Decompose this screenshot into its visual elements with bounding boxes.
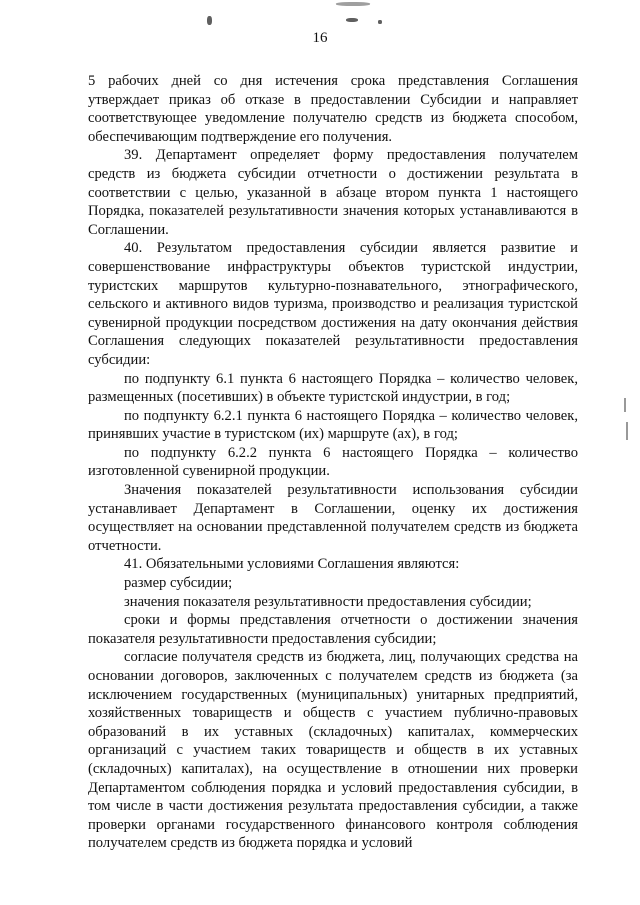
scan-artifact: [336, 2, 370, 6]
condition-subsidy-size: размер субсидии;: [124, 575, 233, 592]
scan-artifact: [626, 422, 628, 440]
scan-artifact: [624, 398, 626, 412]
condition-indicator-value: значения показателя результативности предоставления субсидии;: [124, 593, 532, 610]
paragraph-indicator-values: Значения показателей результативности использования субсидии устанавливает Департамент в Соглашении, оценку их достижения осуществляет на основании представленной получателем средств из бюджета отчетности.: [88, 482, 578, 554]
indicator-6-2-1: по подпункту 6.2.1 пункта 6 настоящего Порядка – количество человек, принявших участие в туристском (их) маршруте (ах), в год;: [88, 407, 578, 443]
paragraph-40: 40. Результатом предоставления субсидии является развитие и совершенствование инфраструктуры объектов туристской индустрии, туристских маршрутов культурно-познавательного, этнографического, сельского и активного видов туризма, производство и реализация туристской сувенирной продукции посредством достижения на дату окончания действия Соглашения следующих показателей результативности предоставления субсидии:: [88, 240, 578, 368]
scan-artifact: [207, 16, 212, 25]
indicator-6-2-2: по подпункту 6.2.2 пункта 6 настоящего Порядка – количество изготовленной сувенирной продукции.: [88, 444, 578, 480]
condition-consent: согласие получателя средств из бюджета, лиц, получающих средства на основании договоров, заключенных с получателем средств из бюджета (за исключением государственных (муниципальных) унитарных предприятий, хозяйственных товариществ и обществ с участием публично-правовых образований в их уставных (складочных) капиталах, коммерческих организаций с участием таких товариществ и обществ в их уставных (складочных) капиталах), на осуществление в отношении них проверки Департаментом соблюдения порядка и условий предоставления субсидии, в том числе в части достижения результата предоставления субсидии, а также проверки органами государственного финансового контроля соблюдения получателем средств из бюджета порядка и условий: [88, 649, 578, 852]
document-body: [88, 72, 578, 853]
condition-reporting: сроки и формы представления отчетности о достижении значения показателя результативности предоставления субсидии;: [88, 612, 578, 647]
paragraph-continuation: 5 рабочих дней со дня истечения срока представления Соглашения утверждает приказ об отказе в предоставлении Субсидии и направляет соответствующее уведомление получателю средств из бюджета способом, обеспечивающим подтверждение его получения.: [88, 73, 578, 145]
paragraph-39: 39. Департамент определяет форму предоставления получателем средств из бюджета субсидии отчетности о достижении результата в соответствии с целью, указанной в абзаце втором пункта 1 настоящего Порядка, показателей результативности значения которых устанавливаются в Соглашении.: [88, 147, 578, 238]
paragraph-41: 41. Обязательными условиями Соглашения являются:: [124, 556, 460, 573]
page-number: 16: [312, 30, 328, 46]
indicator-6-1: по подпункту 6.1 пункта 6 настоящего Порядка – количество человек, размещенных (посетивших) в объекте туристской индустрии, в год;: [88, 370, 578, 406]
scan-artifact: [346, 18, 358, 22]
scan-artifact: [378, 20, 382, 24]
